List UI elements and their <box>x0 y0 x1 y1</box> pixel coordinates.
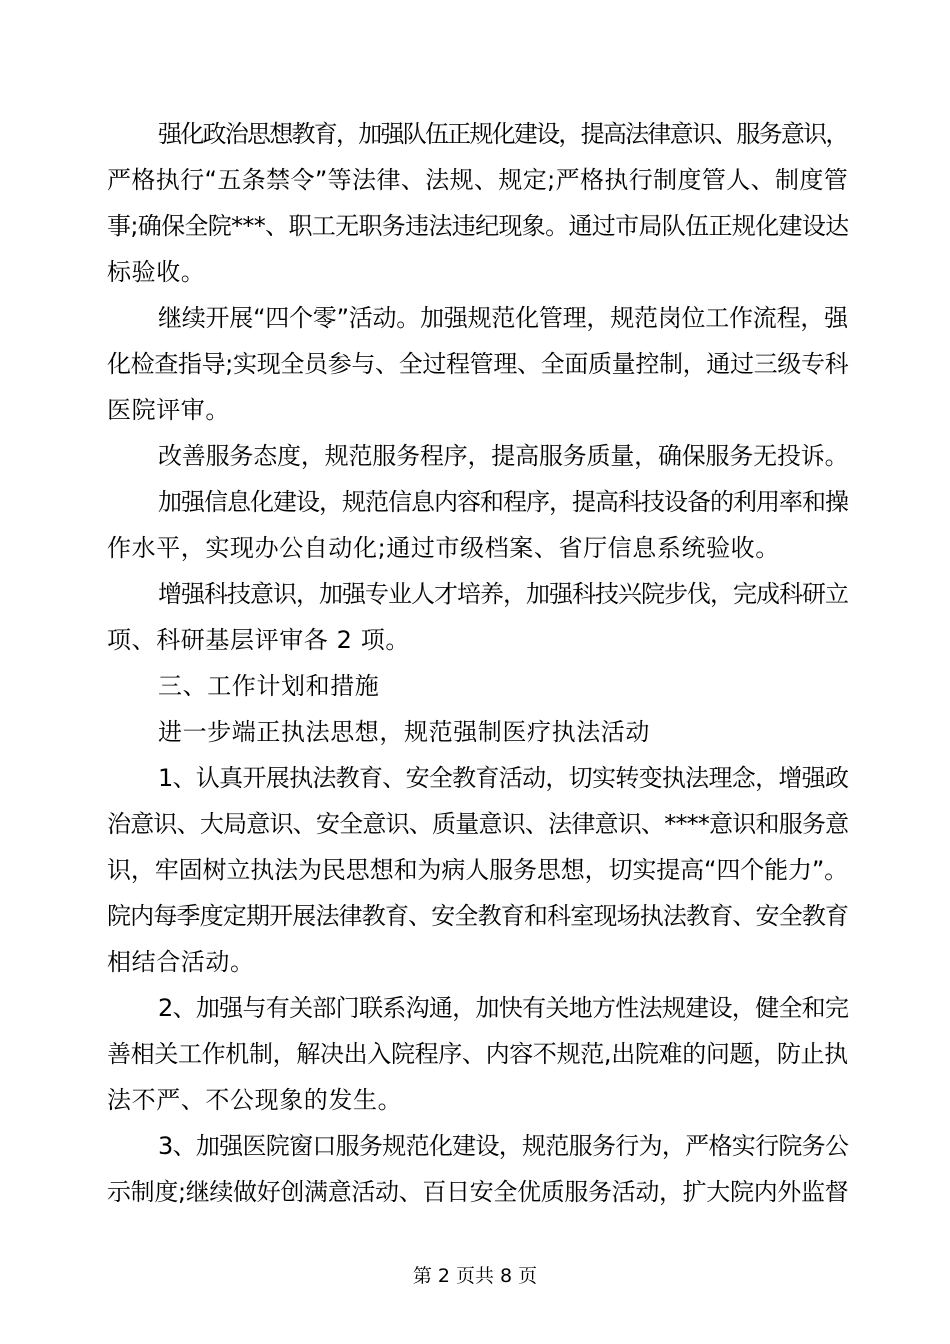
paragraph-5-line-1: 增强科技意识，加强专业人才培养，加强科技兴院步伐，完成科研立 <box>158 580 848 608</box>
paragraph-1-line-4: 标验收。 <box>107 258 206 286</box>
item-1-line-1: 1、认真开展执法教育、安全教育活动，切实转变执法理念，增强政 <box>158 764 849 792</box>
paragraph-1-line-3: 事;确保全院***、职工无职务违法违纪现象。通过市局队伍正规化建设达 <box>107 212 849 240</box>
paragraph-5-line-2: 项、科研基层评审各 2 项。 <box>107 626 410 654</box>
paragraph-4-line-1: 加强信息化建设，规范信息内容和程序，提高科技设备的利用率和操 <box>158 488 848 516</box>
paragraph-3-line-1: 改善服务态度，规范服务程序，提高服务质量，确保服务无投诉。 <box>158 442 849 470</box>
item-2-line-1: 2、加强与有关部门联系沟通，加快有关地方性法规建设，健全和完 <box>158 994 849 1022</box>
item-1-line-4: 院内每季度定期开展法律教育、安全教育和科室现场执法教育、安全教育 <box>107 902 849 930</box>
item-2-line-2: 善相关工作机制，解决出入院程序、内容不规范,出院难的问题，防止执 <box>107 1040 848 1068</box>
subheading: 进一步端正执法思想，规范强制医疗执法活动 <box>158 718 650 746</box>
paragraph-2-line-3: 医院评审。 <box>107 396 230 424</box>
page-footer: 第 2 页共 8 页 <box>412 1265 538 1287</box>
item-3-line-2: 示制度;继续做好创满意活动、百日安全优质服务活动，扩大院内外监督 <box>107 1178 849 1206</box>
item-1-line-5: 相结合活动。 <box>107 948 255 976</box>
paragraph-2-line-2: 化检查指导;实现全员参与、全过程管理、全面质量控制，通过三级专科 <box>107 350 849 378</box>
item-3-line-1: 3、加强医院窗口服务规范化建设，规范服务行为，严格实行院务公 <box>158 1132 849 1160</box>
item-1-line-2: 治意识、大局意识、安全意识、质量意识、法律意识、****意识和服务意 <box>107 810 849 838</box>
paragraph-2-line-1: 继续开展“四个零”活动。加强规范化管理，规范岗位工作流程，强 <box>158 304 848 332</box>
paragraph-1-line-2: 严格执行“五条禁令”等法律、法规、规定;严格执行制度管人、制度管 <box>107 166 849 194</box>
paragraph-1-line-1: 强化政治思想教育，加强队伍正规化建设，提高法律意识、服务意识， <box>158 120 848 148</box>
item-2-line-3: 法不严、不公现象的发生。 <box>107 1086 403 1114</box>
item-1-line-3: 识，牢固树立执法为民思想和为病人服务思想，切实提高“四个能力”。 <box>107 856 849 884</box>
section-heading: 三、工作计划和措施 <box>158 672 380 700</box>
paragraph-4-line-2: 作水平，实现办公自动化;通过市级档案、省厅信息系统验收。 <box>107 534 780 562</box>
